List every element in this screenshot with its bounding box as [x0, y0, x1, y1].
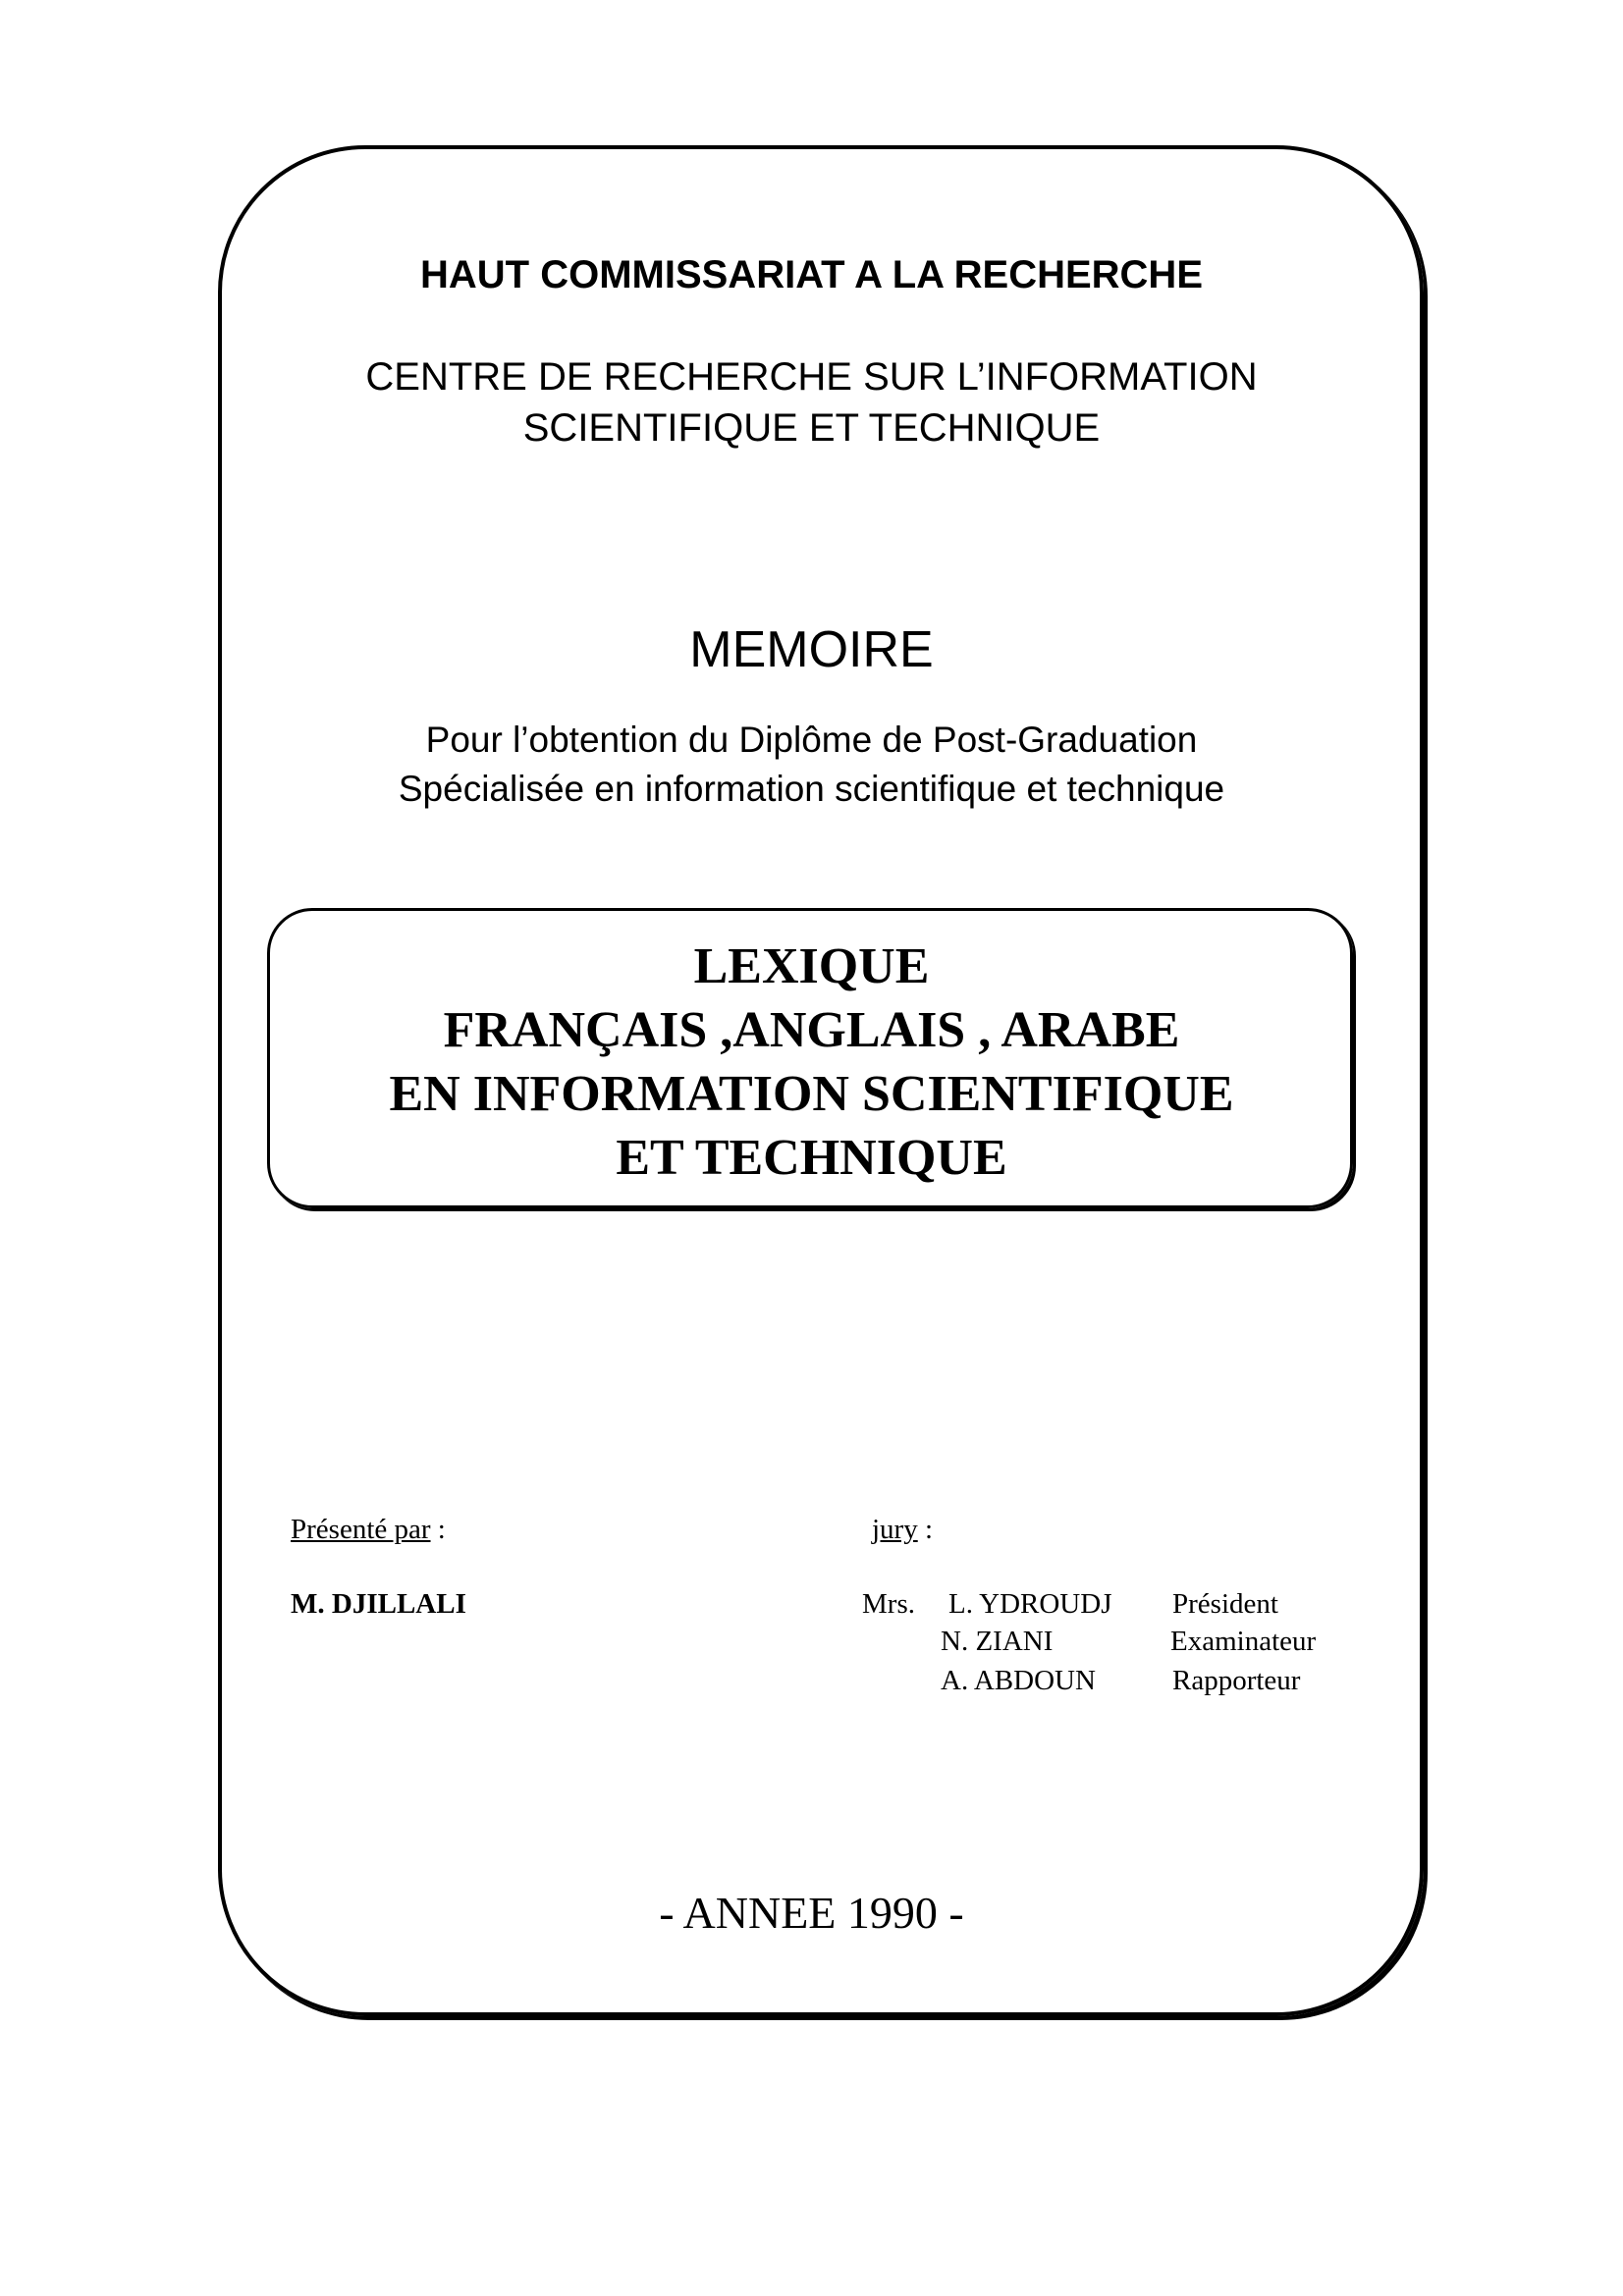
jury-member-name: L. YDROUDJ — [948, 1588, 1112, 1620]
thesis-title-line-3: EN INFORMATION SCIENTIFIQUE — [389, 1066, 1234, 1122]
jury-member-name: A. ABDOUN — [941, 1665, 1096, 1696]
jury-label: jury — [872, 1514, 918, 1545]
presenter-name: M. DJILLALI — [291, 1588, 466, 1620]
thesis-title-line-4: ET TECHNIQUE — [616, 1130, 1007, 1186]
jury-member-role: Rapporteur — [1172, 1665, 1301, 1696]
academic-year: - ANNEE 1990 - — [659, 1888, 964, 1938]
presenter-label: Présenté par — [291, 1514, 431, 1545]
institution-name: HAUT COMMISSARIAT A LA RECHERCHE — [419, 253, 1203, 296]
jury-member-role: Examinateur — [1170, 1626, 1317, 1657]
centre-name-line-1: CENTRE DE RECHERCHE SUR L’INFORMATION — [365, 355, 1258, 399]
document-type: MEMOIRE — [689, 621, 934, 678]
jury-member-role: Président — [1172, 1588, 1278, 1620]
presenter-heading — [291, 1514, 446, 1546]
degree-line-1: Pour l’obtention du Diplôme de Post-Graduation — [425, 720, 1198, 760]
jury-colon: : — [917, 1514, 934, 1545]
jury-member-name: N. ZIANI — [941, 1626, 1054, 1657]
jury-prefix: Mrs. — [862, 1588, 915, 1620]
thesis-title-line-2: FRANÇAIS ,ANGLAIS , ARABE — [443, 1002, 1180, 1058]
degree-line-2: Spécialisée en information scientifique et technique — [398, 769, 1225, 809]
centre-name-line-2: SCIENTIFIQUE ET TECHNIQUE — [522, 406, 1101, 450]
jury-heading — [872, 1514, 933, 1546]
thesis-title-line-1: LEXIQUE — [693, 938, 930, 994]
presenter-colon: : — [430, 1514, 446, 1545]
